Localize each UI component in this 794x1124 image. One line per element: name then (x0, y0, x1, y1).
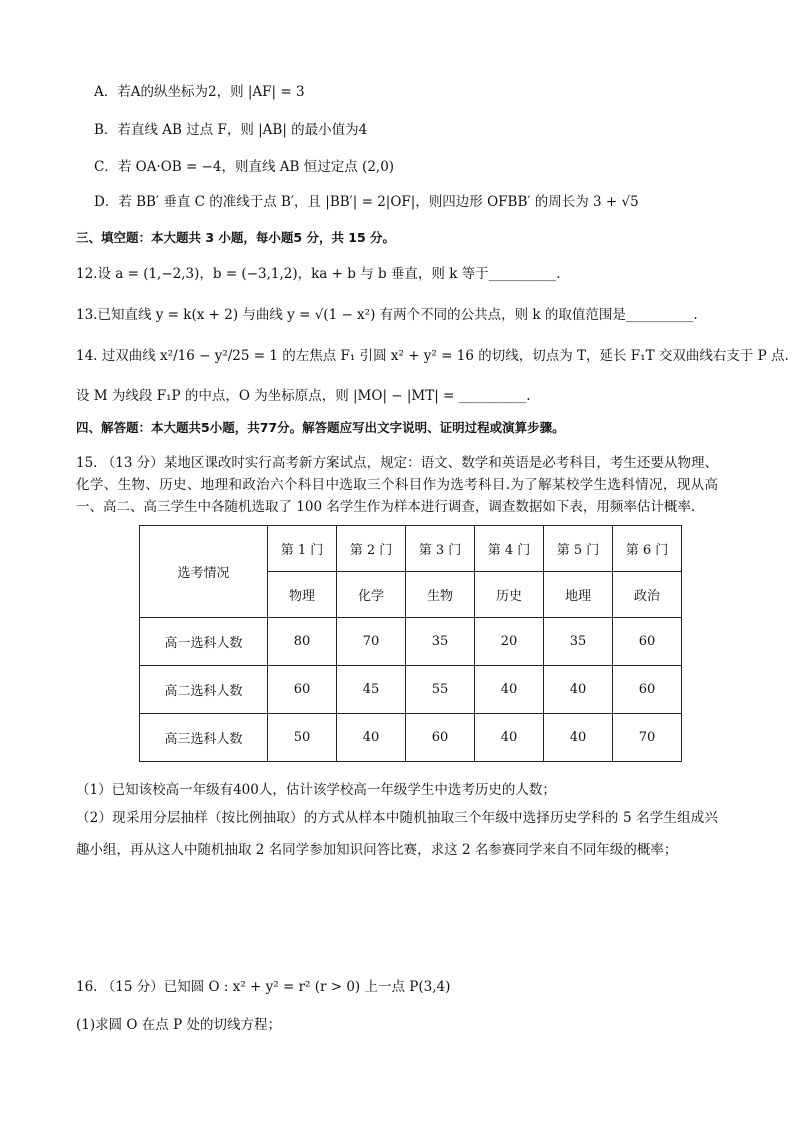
table-cell: 20 (475, 618, 544, 666)
row-label: 高二选科人数 (140, 666, 268, 714)
subject-header: 地理 (544, 572, 613, 618)
row-label: 高三选科人数 (140, 714, 268, 762)
table-cell: 35 (544, 618, 613, 666)
table-cell: 40 (337, 714, 406, 762)
table-row (140, 618, 682, 666)
table-cell: 45 (337, 666, 406, 714)
option-d: D．若 BB′ 垂直 C 的准线于点 B′，且 |BB′| = 2|OF|，则四边形 OFBB′ 的周长为 3 + √5 (94, 194, 639, 210)
table-row (140, 714, 682, 762)
slot-header: 第 2 门 (337, 526, 406, 572)
slot-header: 第 5 门 (544, 526, 613, 572)
table-cell: 60 (268, 666, 337, 714)
subject-header: 化学 (337, 572, 406, 618)
table-cell: 35 (406, 618, 475, 666)
table-cell: 40 (475, 714, 544, 762)
section4-heading: 四、解答题：本大题共5小题，共77分。解答题应写出文字说明、证明过程或演算步骤。 (76, 420, 565, 435)
slot-header: 第 4 门 (475, 526, 544, 572)
table-corner: 选考情况 (140, 526, 268, 618)
question-15-part2: （2）现采用分层抽样（按比例抽取）的方式从样本中随机抽取三个年级中选择历史学科的 5 名学生组成兴趣小组，再从这人中随机抽取 2 名同学参加知识问答比赛，求这 2 名参赛同学来自不同年级的概率； (76, 810, 718, 858)
subject-header: 政治 (613, 572, 682, 618)
table-cell: 60 (613, 666, 682, 714)
section3-heading: 三、填空题：本大题共 3 小题，每小题5 分，共 15 分。 (76, 230, 396, 245)
subject-header: 物理 (268, 572, 337, 618)
question-16-intro: 16. （15 分）已知圆 O : x² + y² = r² (r > 0) 上一点 P(3,4) (76, 979, 451, 995)
table-cell: 80 (268, 618, 337, 666)
table-cell: 40 (544, 714, 613, 762)
table-cell: 60 (613, 618, 682, 666)
option-a: A．若A的纵坐标为2，则 |AF| = 3 (94, 84, 305, 100)
table-cell: 55 (406, 666, 475, 714)
question-13: 13.已知直线 y = k(x + 2) 与曲线 y = √(1 − x²) 有两个不同的公共点，则 k 的取值范围是__________. (76, 307, 698, 323)
subject-header: 生物 (406, 572, 475, 618)
option-c: C．若 OA·OB = −4，则直线 AB 恒过定点 (2,0) (94, 159, 395, 175)
subject-header: 历史 (475, 572, 544, 618)
table-cell: 40 (475, 666, 544, 714)
slot-header: 第 1 门 (268, 526, 337, 572)
question-12: 12.设 a = (1,−2,3)，b = (−3,1,2)，ka + b 与 b 垂直，则 k 等于__________. (76, 266, 561, 282)
table-cell: 50 (268, 714, 337, 762)
question-16-part1: (1)求圆 O 在点 P 处的切线方程； (76, 1017, 281, 1033)
slot-header: 第 6 门 (613, 526, 682, 572)
selection-table (139, 525, 682, 762)
row-label: 高一选科人数 (140, 618, 268, 666)
question-15-intro: 15. （13 分）某地区课改时实行高考新方案试点，规定：语文、数学和英语是必考科目，考生还要从物理、化学、生物、历史、地理和政治六个科目中选取三个科目作为选考科目.为了解某校学生选科情况，现从高一、高二、高三学生中各随机选取了 100 名学生作为样本进行调查，调查数据如下表，用频率估计概率. (76, 455, 718, 515)
table-cell: 60 (406, 714, 475, 762)
table-cell: 70 (337, 618, 406, 666)
slot-header: 第 3 门 (406, 526, 475, 572)
table-row (140, 666, 682, 714)
table-cell: 40 (544, 666, 613, 714)
option-b: B．若直线 AB 过点 F，则 |AB| 的最小值为4 (94, 122, 368, 138)
table-cell: 70 (613, 714, 682, 762)
question-14-line1: 14. 过双曲线 x²/16 − y²/25 = 1 的左焦点 F₁ 引圆 x² + y² = 16 的切线，切点为 T，延长 F₁T 交双曲线右支于 P 点. (76, 348, 789, 364)
question-14-line2: 设 M 为线段 F₁P 的中点，O 为坐标原点，则 |MO| − |MT| = __________. (76, 388, 531, 404)
question-15-part1: （1）已知该校高一年级有400人，估计该学校高一年级学生中选考历史的人数； (76, 782, 556, 798)
